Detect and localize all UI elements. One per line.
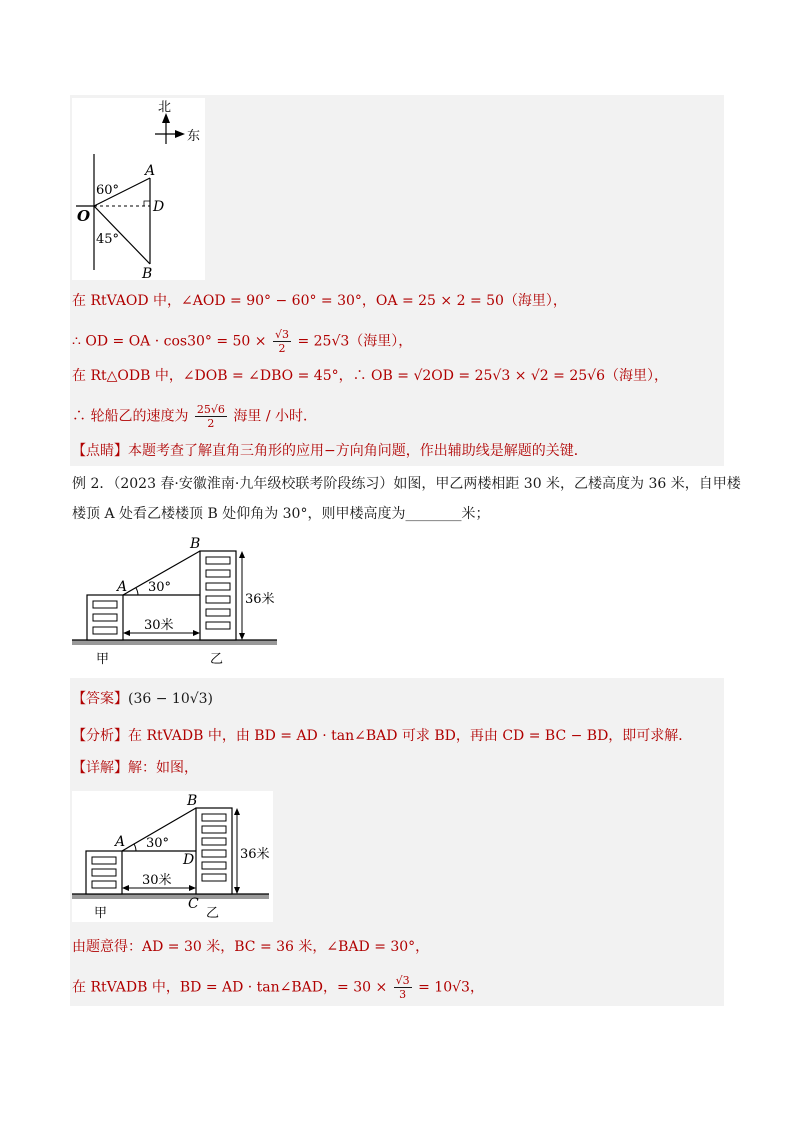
fraction-numerator: √3	[395, 974, 410, 987]
detail-text: 解：如图，	[128, 760, 198, 776]
solution-line-3	[72, 366, 668, 386]
point-a-label: A	[117, 579, 128, 595]
angle-45-label: 45°	[96, 232, 120, 247]
point-b-label: B	[190, 536, 201, 552]
point-a-label: A	[145, 163, 156, 179]
compute-line	[72, 974, 484, 1001]
solution-line-2-text: ∴ OD = OA · cos30° = 50 ×	[72, 333, 267, 350]
point-d-label: D	[183, 852, 195, 868]
compute-line-text: 在 RtVADB 中，BD = AD · tan∠BAD，= 30 ×	[72, 979, 388, 996]
building-yi-label: 乙	[210, 652, 224, 667]
buildings-diagram-annotated	[72, 791, 273, 922]
east-label: 东	[187, 129, 201, 144]
point-c-label: C	[188, 896, 199, 912]
direction-diagram	[72, 98, 205, 280]
point-d-label: D	[153, 199, 165, 215]
detail-line	[72, 758, 198, 778]
example-2-line-1: 例 2．（2023 春·安徽淮南·九年级校联考阶段练习）如图，甲乙两楼相距 30 米，乙楼高度为 36 米，自甲楼	[72, 476, 741, 492]
height-label: 36米	[240, 847, 270, 862]
solution-line-4-text: ∴ 轮船乙的速度为	[72, 408, 189, 425]
solution-line-4	[72, 403, 317, 430]
solution-line-3-prefix: 在 Rt△ODB 中，	[72, 368, 183, 384]
solution-line-2	[72, 328, 412, 355]
building-jia-label: 甲	[96, 652, 110, 667]
answer-tag: 【答案】	[72, 691, 128, 707]
fraction-numerator: 25√6	[196, 403, 225, 416]
point-b-label: B	[142, 266, 153, 280]
fraction-speed	[195, 403, 227, 430]
answer-text: (36 − 10√3)	[128, 691, 214, 707]
analysis-text: 在 RtVADB 中，由 BD = AD · tan∠BAD 可求 BD，再由 CD = BC − BD，即可求解．	[128, 728, 693, 744]
solution-line-3-text: ∠DOB = ∠DBO = 45°，∴ OB = √2OD = 25√3 × √2 = 25√6（海里），	[182, 368, 668, 384]
distance-label: 30米	[142, 873, 172, 888]
height-label: 36米	[245, 592, 275, 607]
dianjing-text: 本题考查了解直角三角形的应用−方向角问题，作出辅助线是解题的关键．	[128, 443, 588, 459]
building-jia-label: 甲	[94, 906, 108, 921]
buildings-diagram	[72, 533, 282, 670]
detail-tag: 【详解】	[72, 760, 128, 776]
fraction-sqrt3-over-3	[394, 974, 412, 1001]
point-a-label: A	[115, 834, 126, 850]
fraction-denominator: 2	[207, 417, 215, 430]
given-line: 由题意得：AD = 30 米，BC = 36 米，∠BAD = 30°，	[72, 939, 430, 955]
fraction-sqrt3-over-2	[273, 328, 291, 355]
analysis-tag: 【分析】	[72, 728, 128, 744]
example-2-line-2: 楼顶 A 处看乙楼楼顶 B 处仰角为 30°，则甲楼高度为________米；	[72, 506, 490, 522]
compute-line-result: = 10√3，	[418, 979, 484, 996]
north-label: 北	[158, 100, 172, 115]
point-o-label: O	[77, 207, 91, 225]
solution-line-4-unit: 海里 / 小时．	[233, 408, 317, 425]
building-yi-label: 乙	[206, 906, 220, 921]
fraction-numerator: √3	[274, 328, 289, 341]
dianjing-tag: 【点睛】	[72, 443, 128, 459]
angle-30-label: 30°	[146, 836, 170, 851]
analysis-line	[72, 726, 692, 746]
distance-label: 30米	[144, 618, 174, 633]
solution-line-1: 在 RtVAOD 中，∠AOD = 90° − 60° = 30°，OA = 25 × 2 = 50（海里），	[72, 293, 567, 309]
angle-60-label: 60°	[96, 183, 120, 198]
dianjing-line	[72, 441, 588, 461]
angle-30-label: 30°	[148, 580, 172, 595]
answer-line	[72, 689, 213, 709]
solution-line-2-result: = 25√3（海里），	[297, 333, 413, 350]
fraction-denominator: 2	[278, 342, 286, 355]
point-b-label: B	[187, 793, 198, 809]
fraction-denominator: 3	[399, 988, 407, 1001]
